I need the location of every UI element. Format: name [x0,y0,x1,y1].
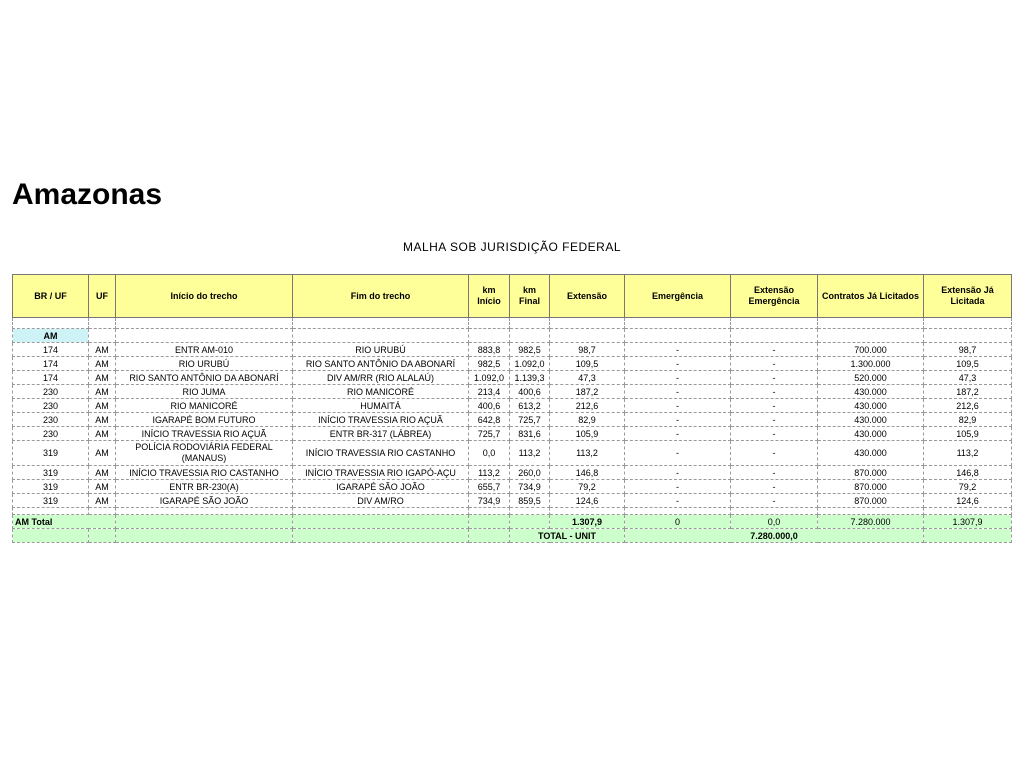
cell-contratos: 870.000 [818,494,924,508]
table-row [13,371,1012,385]
table-row [13,427,1012,441]
cell-br: 174 [13,371,89,385]
cell-emergencia: - [625,480,731,494]
header-ext-licitada: Extensão Já Licitada [924,275,1012,318]
cell-ext-licitada: 79,2 [924,480,1012,494]
cell-ext-emergencia: - [731,343,818,357]
cell-emergencia: - [625,399,731,413]
total-contratos: 7.280.000 [818,515,924,529]
cell-uf: AM [89,399,116,413]
cell-ext-emergencia: - [731,371,818,385]
header-km-final: km Final [510,275,550,318]
cell-ext-emergencia: - [731,427,818,441]
cell-emergencia: - [625,343,731,357]
cell-inicio: POLÍCIA RODOVIÁRIA FEDERAL (MANAUS) [116,441,293,466]
cell-br: 230 [13,385,89,399]
cell-emergencia: - [625,357,731,371]
cell-emergencia: - [625,441,731,466]
cell-ext-emergencia: - [731,494,818,508]
cell-inicio: RIO JUMA [116,385,293,399]
spacer-row [13,318,1012,329]
cell-km-inicio: 642,8 [469,413,510,427]
header-km-inicio: km Início [469,275,510,318]
cell-ext-licitada: 109,5 [924,357,1012,371]
cell-br: 319 [13,466,89,480]
cell-ext-licitada: 113,2 [924,441,1012,466]
cell-ext-licitada: 146,8 [924,466,1012,480]
header-ext-emergencia: Extensão Emergência [731,275,818,318]
cell-inicio: IGARAPÉ SÃO JOÃO [116,494,293,508]
cell-ext-emergencia: - [731,399,818,413]
table-title: MALHA SOB JURISDIÇÃO FEDERAL [402,240,622,254]
cell-ext-emergencia: - [731,441,818,466]
header-contratos: Contratos Já Licitados [818,275,924,318]
cell-km-final: 1.092,0 [510,357,550,371]
table-row [13,480,1012,494]
cell-emergencia: - [625,494,731,508]
cell-km-inicio: 883,8 [469,343,510,357]
table-row [13,357,1012,371]
total-row [13,515,1012,529]
cell-br: 319 [13,480,89,494]
header-emergencia: Emergência [625,275,731,318]
total-label: AM Total [13,515,116,529]
cell-ext-emergencia: - [731,357,818,371]
cell-fim: INÍCIO TRAVESSIA RIO IGAPÓ-AÇU [293,466,469,480]
cell-ext-licitada: 82,9 [924,413,1012,427]
cell-br: 174 [13,343,89,357]
cell-br: 230 [13,399,89,413]
cell-fim: INÍCIO TRAVESSIA RIO CASTANHO [293,441,469,466]
cell-ext-emergencia: - [731,385,818,399]
table-row [13,399,1012,413]
cell-km-final: 260,0 [510,466,550,480]
cell-km-inicio: 982,5 [469,357,510,371]
cell-uf: AM [89,441,116,466]
uf-group-row [13,329,1012,343]
cell-extensao: 82,9 [550,413,625,427]
cell-km-final: 982,5 [510,343,550,357]
cell-km-inicio: 400,6 [469,399,510,413]
unit-total-row [13,529,1012,543]
cell-contratos: 430.000 [818,427,924,441]
cell-inicio: ENTR AM-010 [116,343,293,357]
table-row [13,385,1012,399]
table-row [13,343,1012,357]
cell-ext-licitada: 47,3 [924,371,1012,385]
table-row [13,413,1012,427]
cell-uf: AM [89,427,116,441]
header-inicio: Início do trecho [116,275,293,318]
header-uf: UF [89,275,116,318]
cell-km-final: 1.139,3 [510,371,550,385]
cell-km-final: 725,7 [510,413,550,427]
cell-ext-emergencia: - [731,466,818,480]
unit-total-value: 7.280.000,0 [625,529,924,543]
cell-emergencia: - [625,385,731,399]
data-table [12,274,1012,543]
cell-km-inicio: 113,2 [469,466,510,480]
cell-extensao: 187,2 [550,385,625,399]
cell-ext-licitada: 124,6 [924,494,1012,508]
cell-km-final: 400,6 [510,385,550,399]
cell-fim: DIV AM/RR (RIO ALALAÚ) [293,371,469,385]
cell-emergencia: - [625,371,731,385]
page-title: Amazonas [12,178,163,211]
cell-ext-emergencia: - [731,480,818,494]
cell-fim: INÍCIO TRAVESSIA RIO AÇUÃ [293,413,469,427]
cell-ext-licitada: 212,6 [924,399,1012,413]
spacer-row [13,508,1012,515]
cell-uf: AM [89,385,116,399]
cell-contratos: 430.000 [818,441,924,466]
cell-ext-licitada: 98,7 [924,343,1012,357]
cell-uf: AM [89,371,116,385]
cell-extensao: 146,8 [550,466,625,480]
cell-extensao: 113,2 [550,441,625,466]
cell-km-final: 831,6 [510,427,550,441]
cell-contratos: 700.000 [818,343,924,357]
cell-extensao: 109,5 [550,357,625,371]
header-extensao: Extensão [550,275,625,318]
total-emergencia: 0 [625,515,731,529]
cell-emergencia: - [625,427,731,441]
cell-fim: DIV AM/RO [293,494,469,508]
cell-extensao: 47,3 [550,371,625,385]
total-ext-licitada: 1.307,9 [924,515,1012,529]
cell-fim: RIO SANTO ANTÔNIO DA ABONARÍ [293,357,469,371]
total-extensao: 1.307,9 [550,515,625,529]
cell-uf: AM [89,466,116,480]
cell-inicio: ENTR BR-230(A) [116,480,293,494]
cell-contratos: 870.000 [818,480,924,494]
cell-uf: AM [89,343,116,357]
unit-total-label: TOTAL - UNIT [510,529,625,543]
cell-inicio: RIO MANICORÉ [116,399,293,413]
cell-emergencia: - [625,466,731,480]
cell-uf: AM [89,357,116,371]
cell-br: 230 [13,413,89,427]
cell-ext-emergencia: - [731,413,818,427]
cell-extensao: 79,2 [550,480,625,494]
cell-br: 319 [13,441,89,466]
table-row [13,441,1012,466]
cell-contratos: 430.000 [818,399,924,413]
cell-inicio: RIO URUBÚ [116,357,293,371]
cell-fim: RIO URUBÚ [293,343,469,357]
cell-fim: RIO MANICORÉ [293,385,469,399]
total-ext-emergencia: 0,0 [731,515,818,529]
cell-km-inicio: 0,0 [469,441,510,466]
cell-inicio: RIO SANTO ANTÔNIO DA ABONARÍ [116,371,293,385]
cell-km-inicio: 734,9 [469,494,510,508]
cell-contratos: 430.000 [818,413,924,427]
cell-extensao: 212,6 [550,399,625,413]
cell-br: 319 [13,494,89,508]
cell-uf: AM [89,480,116,494]
cell-br: 174 [13,357,89,371]
cell-extensao: 124,6 [550,494,625,508]
cell-contratos: 870.000 [818,466,924,480]
cell-ext-licitada: 105,9 [924,427,1012,441]
cell-fim: IGARAPÉ SÃO JOÃO [293,480,469,494]
cell-contratos: 520.000 [818,371,924,385]
cell-km-inicio: 725,7 [469,427,510,441]
header-row [13,275,1012,318]
cell-km-inicio: 1.092,0 [469,371,510,385]
table-row [13,466,1012,480]
cell-inicio: IGARAPÉ BOM FUTURO [116,413,293,427]
cell-br: 230 [13,427,89,441]
cell-km-final: 734,9 [510,480,550,494]
cell-km-inicio: 655,7 [469,480,510,494]
cell-km-final: 613,2 [510,399,550,413]
cell-extensao: 105,9 [550,427,625,441]
cell-fim: ENTR BR-317 (LÁBREA) [293,427,469,441]
cell-inicio: INÍCIO TRAVESSIA RIO AÇUÃ [116,427,293,441]
cell-inicio: INÍCIO TRAVESSIA RIO CASTANHO [116,466,293,480]
cell-km-inicio: 213,4 [469,385,510,399]
uf-group-label: AM [13,329,89,343]
cell-contratos: 1.300.000 [818,357,924,371]
cell-extensao: 98,7 [550,343,625,357]
cell-uf: AM [89,413,116,427]
header-br-uf: BR / UF [13,275,89,318]
cell-km-final: 859,5 [510,494,550,508]
table-row [13,494,1012,508]
header-fim: Fim do trecho [293,275,469,318]
cell-km-final: 113,2 [510,441,550,466]
cell-uf: AM [89,494,116,508]
cell-contratos: 430.000 [818,385,924,399]
cell-fim: HUMAITÁ [293,399,469,413]
cell-emergencia: - [625,413,731,427]
cell-ext-licitada: 187,2 [924,385,1012,399]
